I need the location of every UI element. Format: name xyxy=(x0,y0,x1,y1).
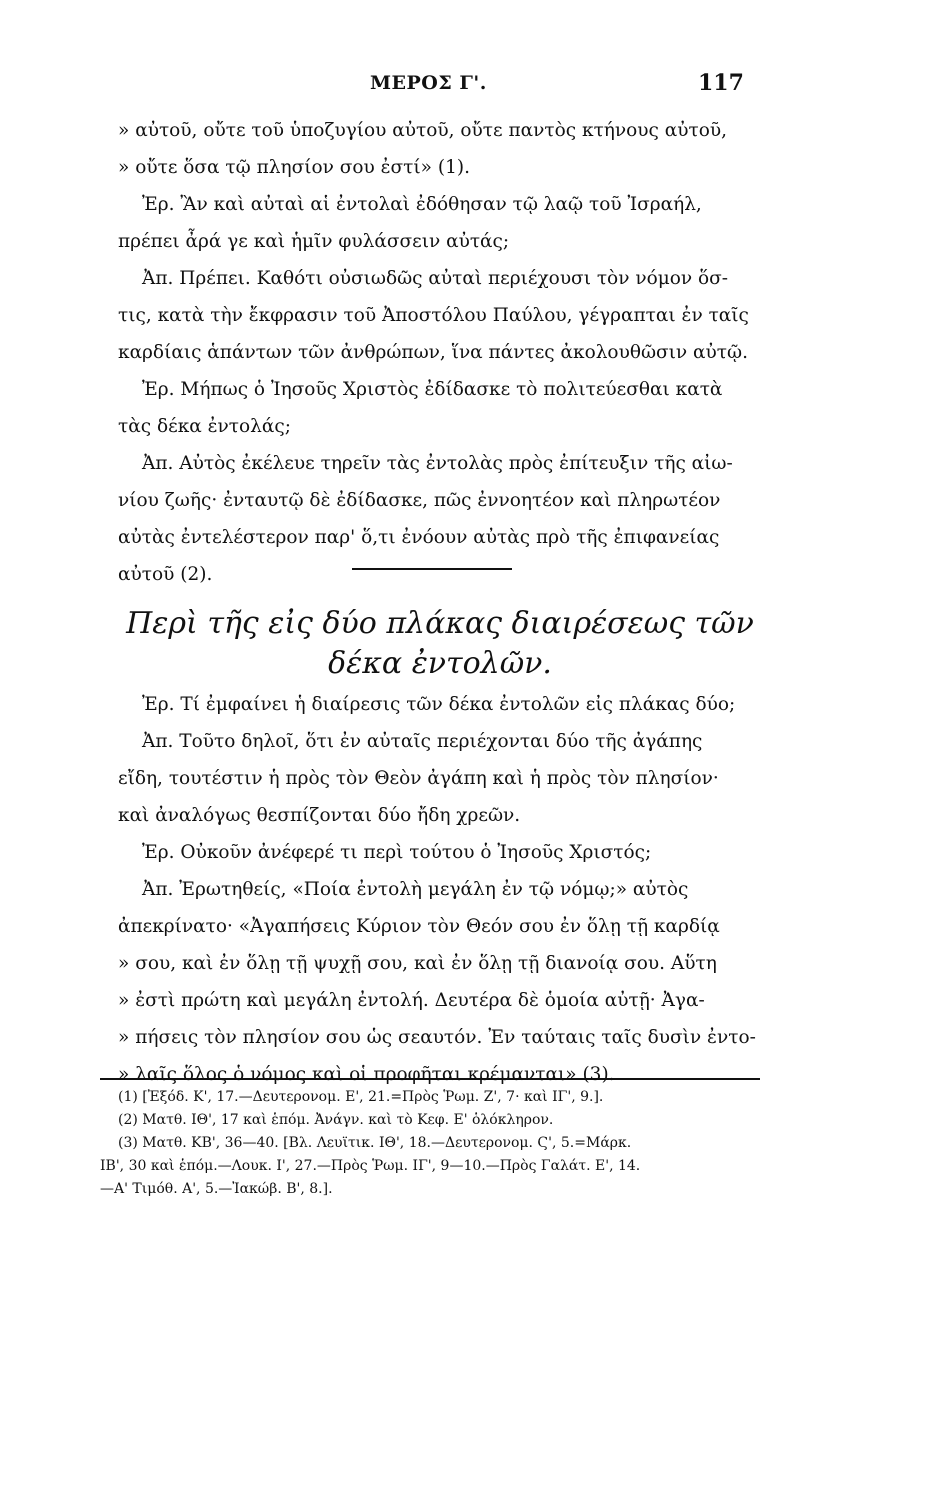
text-line: αὐτὰς ἐντελέστερον παρ' ὅ,τι ἐνόουν αὐτὰς πρὸ τῆς ἐπιφανείας xyxy=(118,527,720,548)
text-line: » αὐτοῦ, οὔτε τοῦ ὑποζυγίου αὐτοῦ, οὔτε παντὸς κτήνους αὐτοῦ, xyxy=(118,120,728,141)
text-line: αὐτοῦ (2). xyxy=(118,564,213,585)
question-line: Ἐρ. Οὐκοῦν ἀνέφερέ τι περὶ τούτου ὁ Ἰησοῦς Χριστός; xyxy=(142,842,652,863)
footnote-1: (1) [Ἐξόδ. Κ', 17.—Δευτερονομ. Ε', 21.=Πρὸς Ῥωμ. Ζ', 7· καὶ ΙΓ', 9.]. xyxy=(118,1089,604,1105)
answer-line: Ἀπ. Τοῦτο δηλοῖ, ὅτι ἐν αὐταῖς περιέχονται δύο τῆς ἀγάπης xyxy=(142,731,703,752)
running-head: ΜΕΡΟΣ Γ'. xyxy=(370,72,487,94)
answer-line: Ἀπ. Αὐτὸς ἐκέλευε τηρεῖν τὰς ἐντολὰς πρὸς ἐπίτευξιν τῆς αἰω- xyxy=(142,453,733,474)
footnotes xyxy=(100,1086,770,1201)
text-line: τὰς δέκα ἐντολάς; xyxy=(118,416,291,437)
question-line: Ἐρ. Τί ἐμφαίνει ἡ διαίρεσις τῶν δέκα ἐντολῶν εἰς πλάκας δύο; xyxy=(142,694,736,715)
text-line: εἴδη, τουτέστιν ἡ πρὸς τὸν Θεὸν ἀγάπη καὶ ἡ πρὸς τὸν πλησίον· xyxy=(118,768,719,789)
section-title-line-1: Περὶ τῆς εἰς δύο πλάκας διαιρέσεως τῶν xyxy=(126,606,754,641)
dialogue-block-2 xyxy=(118,686,758,1093)
footnote-3: (3) Ματθ. ΚΒ', 36—40. [Βλ. Λευϊτικ. ΙΘ', 18.—Δευτερονομ. Ϛ', 5.=Μάρκ. xyxy=(118,1135,632,1151)
footnote-divider xyxy=(100,1078,760,1080)
text-line: » οὔτε ὅσα τῷ πλησίον σου ἐστί» (1). xyxy=(118,157,470,178)
page-number: 117 xyxy=(698,70,744,96)
text-line: καρδίαις ἁπάντων τῶν ἀνθρώπων, ἵνα πάντες ἀκολουθῶσιν αὐτῷ. xyxy=(118,342,748,363)
text-line: καὶ ἀναλόγως θεσπίζονται δύο ἤδη χρεῶν. xyxy=(118,805,521,826)
question-line: Ἐρ. Μήπως ὁ Ἰησοῦς Χριστὸς ἐδίδασκε τὸ πολιτεύεσθαι κατὰ xyxy=(142,379,723,400)
text-line: νίου ζωῆς· ἐνταυτῷ δὲ ἐδίδασκε, πῶς ἐννοητέον καὶ πληρωτέον xyxy=(118,490,721,511)
dialogue-block-1 xyxy=(118,112,758,593)
text-line: » σου, καὶ ἐν ὅλῃ τῇ ψυχῇ σου, καὶ ἐν ὅλῃ τῇ διανοίᾳ σου. Αὕτη xyxy=(118,953,717,974)
section-title-line-2: δέκα ἐντολῶν. xyxy=(328,646,552,681)
text-line: » πήσεις τὸν πλησίον σου ὡς σεαυτόν. Ἐν ταύταις ταῖς δυσὶν ἐντο- xyxy=(118,1027,756,1048)
question-line: Ἐρ. Ἂν καὶ αὐταὶ αἱ ἐντολαὶ ἐδόθησαν τῷ λαῷ τοῦ Ἰσραήλ, xyxy=(142,194,702,215)
answer-line: Ἀπ. Ἐρωτηθείς, «Ποία ἐντολὴ μεγάλη ἐν τῷ νόμῳ;» αὐτὸς xyxy=(142,879,689,900)
footnote-3-continued: ΙΒ', 30 καὶ ἑπόμ.—Λουκ. Ι', 27.—Πρὸς Ῥωμ. ΙΓ', 9—10.—Πρὸς Γαλάτ. Ε', 14. xyxy=(100,1158,641,1174)
answer-line: Ἀπ. Πρέπει. Καθότι οὐσιωδῶς αὐταὶ περιέχουσι τὸν νόμον ὅσ- xyxy=(142,268,729,289)
text-line: πρέπει ἆρά γε καὶ ἡμῖν φυλάσσειν αὐτάς; xyxy=(118,231,510,252)
text-line: » ἐστὶ πρώτη καὶ μεγάλη ἐντολή. Δευτέρα δὲ ὁμοία αὐτῇ· Ἀγα- xyxy=(118,990,705,1011)
text-line: ἀπεκρίνατο· «Ἀγαπήσεις Κύριον τὸν Θεόν σου ἐν ὅλῃ τῇ καρδίᾳ xyxy=(118,916,720,937)
text-line: » λαῖς ὅλος ὁ νόμος καὶ οἱ προφῆται κρέμανται» (3). xyxy=(118,1064,615,1085)
footnote-3-continued: —Α' Τιμόθ. Α', 5.—Ἰακώβ. Β', 8.]. xyxy=(100,1181,333,1197)
section-divider xyxy=(352,568,512,570)
footnote-2: (2) Ματθ. ΙΘ', 17 καὶ ἑπόμ. Ἀνάγν. καὶ τὸ Κεφ. Ε' ὁλόκληρον. xyxy=(118,1112,554,1128)
text-line: τις, κατὰ τὴν ἔκφρασιν τοῦ Ἀποστόλου Παύλου, γέγραπται ἐν ταῖς xyxy=(118,305,749,326)
